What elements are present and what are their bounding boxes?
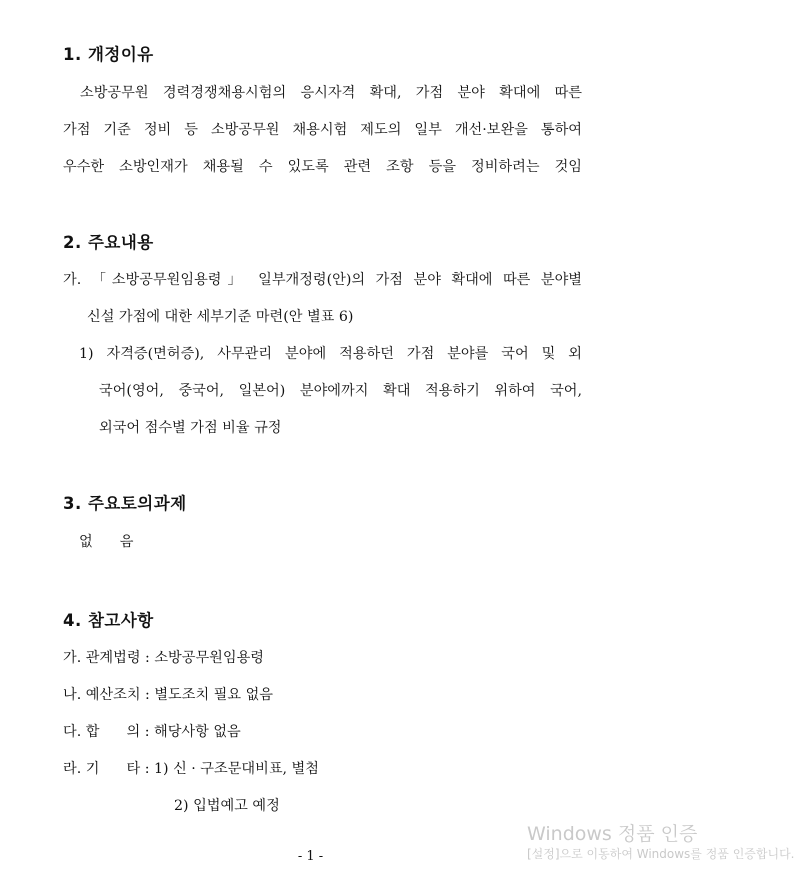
section-3-none: 없 음 — [79, 534, 134, 550]
section-2-subitem-1-cont-1: 국어(영어, 중국어, 일본어) 분야에까지 확대 적용하기 위하여 국어, — [99, 383, 582, 399]
windows-activation-title: Windows 정품 인증 — [527, 823, 698, 845]
reference-other-2: 2) 입법예고 예정 — [174, 798, 280, 814]
windows-activation-subtitle: [설정]으로 이동하여 Windows를 정품 인증합니다. — [527, 847, 794, 861]
section-2-heading: 2. 주요내용 — [63, 233, 154, 252]
section-4-heading: 4. 참고사항 — [63, 611, 154, 630]
section-3-heading: 3. 주요토의과제 — [63, 494, 187, 513]
section-2-subitem-1: 1) 자격증(면허증), 사무관리 분야에 적용하던 가점 분야를 국어 및 외 — [79, 346, 582, 362]
section-1-line-1: 소방공무원 경력경쟁채용시험의 응시자격 확대, 가점 분야 확대에 따른 — [80, 85, 582, 101]
section-2-item-ga-cont: 신설 가점에 대한 세부기준 마련(안 별표 6) — [87, 309, 354, 325]
section-2-subitem-1-cont-2: 외국어 점수별 가점 비율 규정 — [99, 420, 282, 436]
reference-related-law: 가. 관계법령 : 소방공무원임용령 — [63, 650, 264, 666]
section-1-heading: 1. 개정이유 — [63, 45, 154, 64]
section-1-line-3: 우수한 소방인재가 채용될 수 있도록 관련 조항 등을 정비하려는 것임 — [63, 159, 582, 175]
page-number: - 1 - — [297, 849, 324, 864]
reference-other: 라. 기 타 : 1) 신 · 구조문대비표, 별첨 — [63, 761, 319, 777]
section-1-line-2: 가점 기준 정비 등 소방공무원 채용시험 제도의 일부 개선·보완을 통하여 — [63, 122, 582, 138]
section-2-item-ga: 가. 「소방공무원임용령」 일부개정령(안)의 가점 분야 확대에 따른 분야별 — [63, 272, 582, 288]
reference-budget: 나. 예산조치 : 별도조치 필요 없음 — [63, 687, 274, 703]
reference-consultation: 다. 합 의 : 해당사항 없음 — [63, 724, 241, 740]
